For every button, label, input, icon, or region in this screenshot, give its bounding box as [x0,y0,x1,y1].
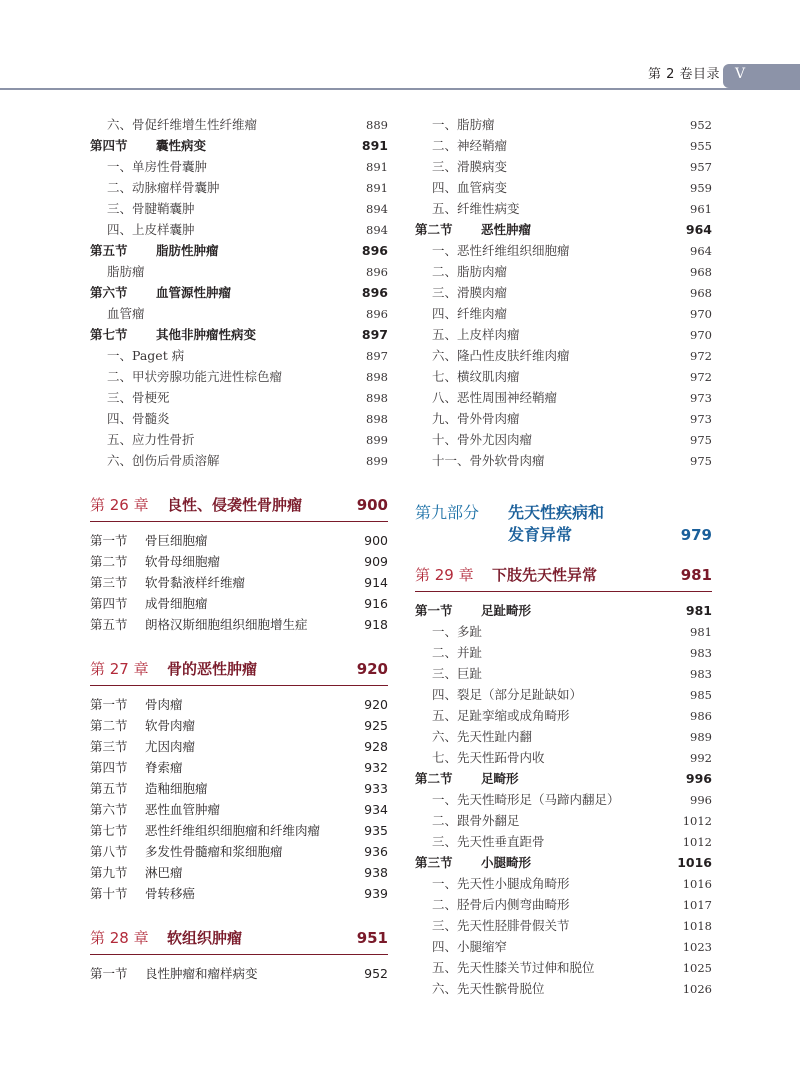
entry-page-number: 983 [690,646,712,660]
toc-entry[interactable] [415,894,712,915]
entry-title: 三、骨梗死 [107,390,170,405]
toc-entry[interactable] [415,936,712,957]
chapter-page: 981 [680,566,712,584]
entry-title: 脂肪瘤 [107,264,145,279]
section-label: 第七节 [90,327,128,342]
entry-title: 一、恶性纤维组织细胞瘤 [432,243,570,258]
entry-page-number: 996 [690,793,712,807]
chapter-title: 良性、侵袭性骨肿瘤 [167,496,303,514]
entry-title: 四、骨髓炎 [107,411,170,426]
entry-page-number: 981 [690,625,712,639]
entry-page-number: 1016 [682,877,712,891]
entry-title [415,600,531,621]
entry-page-number: 989 [690,730,712,744]
entry-page-number: 972 [690,349,712,363]
toc-entry[interactable] [415,408,712,429]
entry-title: 五、上皮样肉瘤 [432,327,520,342]
entry-page-number: 1012 [682,814,712,828]
toc-entry[interactable] [415,642,712,663]
section-title: 朗格汉斯细胞组织细胞增生症 [145,617,308,632]
entry-title: 六、先天性髌骨脱位 [432,981,545,996]
entry-page-number: 935 [364,823,388,838]
entry-title [90,820,320,841]
toc-entry[interactable] [90,303,388,324]
toc-section-entry[interactable] [90,135,388,156]
section-label: 第四节 [90,760,128,775]
entry-page-number: 983 [690,667,712,681]
chapter-title: 下肢先天性异常 [492,566,598,584]
toc-entry[interactable] [415,663,712,684]
entry-page-number: 939 [364,886,388,901]
entry-title [90,963,258,984]
section-label: 第五节 [90,243,128,258]
section-label: 第二节 [90,718,128,733]
entry-page-number: 981 [685,603,712,618]
entry-page-number: 898 [366,370,388,384]
entry-page-number: 898 [366,391,388,405]
entry-page-number: 992 [690,751,712,765]
toc-section-entry[interactable] [90,841,388,862]
toc-entry[interactable] [415,810,712,831]
entry-title [90,135,206,156]
section-title: 良性肿瘤和瘤样病变 [145,966,258,981]
entry-page-number: 938 [364,865,388,880]
entry-page-number: 1017 [682,898,712,912]
entry-page-number: 896 [366,307,388,321]
toc-section-entry[interactable] [90,593,388,614]
entry-page-number: 970 [690,307,712,321]
entry-title: 四、纤维肉瘤 [432,306,508,321]
entry-page-number: 996 [685,771,712,786]
section-label: 第二节 [90,554,128,569]
chapter-27-heading[interactable] [90,655,388,686]
toc-section-entry[interactable] [90,530,388,551]
entry-page-number: 986 [690,709,712,723]
toc-section-entry[interactable] [90,883,388,904]
toc-list [90,694,388,904]
entry-title [90,715,195,736]
section-label: 第一节 [90,533,128,548]
section-title: 尤因肉瘤 [145,739,196,754]
toc-entry[interactable] [415,114,712,135]
entry-title: 一、先天性小腿成角畸形 [432,876,570,891]
entry-page-number: 952 [690,118,712,132]
section-label: 第三节 [415,855,453,870]
part-page: 979 [680,526,712,544]
entry-title [90,862,183,883]
toc-section-entry[interactable] [90,778,388,799]
section-title: 淋巴瘤 [145,865,183,880]
entry-title [90,799,220,820]
chapter-page: 951 [356,929,388,947]
toc-right-column [415,114,712,999]
entry-title [90,551,220,572]
toc-entry[interactable] [90,219,388,240]
entry-title [90,778,208,799]
toc-entry[interactable] [415,747,712,768]
chapter-title: 软组织肿瘤 [167,929,243,947]
page-header-title: 第 2 卷目录 [647,67,720,82]
toc-entry[interactable] [90,114,388,135]
entry-title: 四、裂足（部分足趾缺如） [432,687,583,702]
entry-title: 三、先天性垂直距骨 [432,834,545,849]
section-label: 第四节 [90,596,128,611]
toc-entry[interactable] [415,261,712,282]
entry-title [90,572,245,593]
entry-page-number: 894 [366,202,388,216]
entry-page-number: 925 [364,718,388,733]
entry-page-number: 889 [366,118,388,132]
header-rule [0,88,800,90]
entry-title: 二、神经鞘瘤 [432,138,508,153]
section-label: 第四节 [90,138,128,153]
entry-title: 五、先天性膝关节过伸和脱位 [432,960,595,975]
section-label: 第十节 [90,886,128,901]
chapter-title: 骨的恶性肿瘤 [167,660,258,678]
toc-entry[interactable] [415,957,712,978]
section-label: 第二节 [415,222,453,237]
entry-title: 四、上皮样囊肿 [107,222,195,237]
entry-page-number: 952 [364,966,388,981]
chapter-number: 第 28 章 [90,929,149,947]
toc-entry[interactable] [90,429,388,450]
entry-page-number: 975 [690,454,712,468]
toc-section-entry[interactable] [90,240,388,261]
entry-page-number: 957 [690,160,712,174]
entry-page-number: 1012 [682,835,712,849]
entry-title [90,614,308,635]
toc-entry[interactable] [415,684,712,705]
toc-entry[interactable] [90,450,388,471]
section-title: 小腿畸形 [481,855,532,870]
entry-page-number: 916 [364,596,388,611]
entry-title [415,852,531,873]
entry-page-number: 896 [361,243,388,258]
entry-page-number: 968 [690,265,712,279]
section-label: 第三节 [90,739,128,754]
toc-entry[interactable] [90,261,388,282]
entry-title: 十一、骨外软骨肉瘤 [432,453,545,468]
entry-title: 一、Paget 病 [107,348,185,363]
entry-page-number: 985 [690,688,712,702]
toc-entry[interactable] [415,135,712,156]
chapter-26-heading[interactable] [90,491,388,522]
entry-page-number: 1025 [682,961,712,975]
toc-entry[interactable] [415,915,712,936]
entry-page-number: 920 [364,697,388,712]
section-title: 囊性病变 [156,138,207,153]
toc-list [90,114,388,471]
toc-section-entry[interactable] [90,282,388,303]
entry-page-number: 899 [366,433,388,447]
part-9-heading[interactable] [415,501,712,551]
section-label: 第一节 [90,966,128,981]
chapter-page: 920 [356,660,388,678]
section-label: 第五节 [90,781,128,796]
section-title: 脂肪性肿瘤 [156,243,219,258]
section-label: 第二节 [415,771,453,786]
section-title: 血管源性肿瘤 [156,285,232,300]
entry-title [90,324,256,345]
section-title: 成骨细胞瘤 [145,596,208,611]
toc-entry[interactable] [415,198,712,219]
entry-page-number: 891 [366,181,388,195]
toc-entry[interactable] [415,831,712,852]
chapter-number: 第 26 章 [90,496,149,514]
toc-section-entry[interactable] [90,963,388,984]
section-label: 第六节 [90,285,128,300]
entry-title: 八、恶性周围神经鞘瘤 [432,390,558,405]
entry-page-number: 896 [361,285,388,300]
entry-page-number: 933 [364,781,388,796]
toc-section-entry[interactable] [415,852,712,873]
toc-list [90,530,388,635]
section-title: 恶性肿瘤 [481,222,532,237]
toc-entry[interactable] [415,978,712,999]
toc-list [90,963,388,984]
entry-title: 十、骨外尤因肉瘤 [432,432,533,447]
entry-title: 一、先天性畸形足（马蹄内翻足） [432,792,620,807]
entry-title: 九、骨外骨肉瘤 [432,411,520,426]
entry-title: 六、创伤后骨质溶解 [107,453,220,468]
entry-page-number: 897 [366,349,388,363]
part-label: 第九部分 [415,503,480,522]
entry-page-number: 972 [690,370,712,384]
entry-title [90,736,195,757]
toc-entry[interactable] [415,156,712,177]
section-title: 足畸形 [481,771,519,786]
toc-section-entry[interactable] [90,757,388,778]
section-label: 第八节 [90,844,128,859]
entry-title: 六、隆凸性皮肤纤维肉瘤 [432,348,570,363]
entry-page-number: 936 [364,844,388,859]
toc-entry[interactable] [415,345,712,366]
part-title-line2: 发育异常 [508,525,573,544]
part-title-line1: 先天性疾病和 [508,503,605,522]
entry-page-number: 928 [364,739,388,754]
toc-entry[interactable] [90,408,388,429]
entry-page-number: 964 [685,222,712,237]
toc-entry[interactable] [415,282,712,303]
toc-entry[interactable] [90,387,388,408]
entry-title: 二、脂肪肉瘤 [432,264,508,279]
entry-title: 五、应力性骨折 [107,432,195,447]
chapter-number: 第 29 章 [415,566,474,584]
entry-page-number: 934 [364,802,388,817]
entry-title [90,593,208,614]
entry-page-number: 955 [690,139,712,153]
toc-entry[interactable] [90,156,388,177]
entry-title: 五、足趾挛缩或成角畸形 [432,708,570,723]
toc-section-entry[interactable] [90,715,388,736]
section-title: 其他非肿瘤性病变 [156,327,257,342]
toc-entry[interactable] [415,705,712,726]
toc-entry[interactable] [90,198,388,219]
toc-entry[interactable] [415,450,712,471]
toc-section-entry[interactable] [90,572,388,593]
toc-entry[interactable] [415,366,712,387]
entry-title: 四、小腿缩窄 [432,939,508,954]
toc-entry[interactable] [415,387,712,408]
entry-page-number: 918 [364,617,388,632]
chapter-28-heading[interactable] [90,924,388,955]
section-label: 第六节 [90,802,128,817]
toc-section-entry[interactable] [90,614,388,635]
entry-title [90,530,208,551]
entry-title [90,883,195,904]
section-title: 恶性纤维组织细胞瘤和纤维肉瘤 [145,823,321,838]
entry-title [90,240,219,261]
toc-entry[interactable] [415,789,712,810]
entry-page-number: 932 [364,760,388,775]
toc-section-entry[interactable] [90,736,388,757]
entry-title: 七、先天性跖骨内收 [432,750,545,765]
entry-page-number: 891 [361,138,388,153]
toc-entry[interactable] [90,177,388,198]
toc-left-column [90,114,388,984]
toc-entry[interactable] [90,345,388,366]
toc-entry[interactable] [415,240,712,261]
section-title: 软骨肉瘤 [145,718,196,733]
toc-section-entry[interactable] [415,600,712,621]
entry-page-number: 973 [690,412,712,426]
entry-page-number: 1018 [682,919,712,933]
toc-section-entry[interactable] [90,551,388,572]
entry-title: 三、巨趾 [432,666,483,681]
entry-title: 三、骨腱鞘囊肿 [107,201,195,216]
chapter-number: 第 27 章 [90,660,149,678]
section-title: 骨肉瘤 [145,697,183,712]
page-roman-numeral: V [735,66,746,82]
entry-title: 二、甲状旁腺功能亢进性棕色瘤 [107,369,283,384]
toc-section-entry[interactable] [415,768,712,789]
section-label: 第七节 [90,823,128,838]
entry-title: 四、血管病变 [432,180,508,195]
entry-title: 三、滑膜肉瘤 [432,285,508,300]
section-title: 软骨黏液样纤维瘤 [145,575,246,590]
entry-page-number: 900 [364,533,388,548]
toc-entry[interactable] [415,177,712,198]
toc-section-entry[interactable] [415,219,712,240]
entry-title: 二、动脉瘤样骨囊肿 [107,180,220,195]
entry-title: 五、纤维性病变 [432,201,520,216]
toc-entry[interactable] [415,429,712,450]
toc-entry[interactable] [415,303,712,324]
toc-entry[interactable] [415,726,712,747]
entry-title: 三、滑膜病变 [432,159,508,174]
section-label: 第九节 [90,865,128,880]
entry-page-number: 964 [690,244,712,258]
entry-title: 一、脂肪瘤 [432,117,495,132]
entry-title: 三、先天性胫腓骨假关节 [432,918,570,933]
entry-page-number: 891 [366,160,388,174]
entry-page-number: 899 [366,454,388,468]
entry-page-number: 914 [364,575,388,590]
entry-page-number: 973 [690,391,712,405]
toc-section-entry[interactable] [90,324,388,345]
chapter-page: 900 [356,496,388,514]
toc-entry[interactable] [415,324,712,345]
toc-list [415,600,712,999]
entry-title: 血管瘤 [107,306,145,321]
entry-page-number: 959 [690,181,712,195]
entry-page-number: 897 [361,327,388,342]
toc-list [415,114,712,471]
toc-entry[interactable] [415,621,712,642]
entry-page-number: 1026 [682,982,712,996]
toc-section-entry[interactable] [90,799,388,820]
entry-page-number: 909 [364,554,388,569]
toc-section-entry[interactable] [90,862,388,883]
entry-title [90,282,231,303]
section-label: 第五节 [90,617,128,632]
entry-title: 一、单房性骨囊肿 [107,159,208,174]
entry-title [415,219,531,240]
entry-page-number: 898 [366,412,388,426]
entry-title [415,768,519,789]
section-title: 多发性骨髓瘤和浆细胞瘤 [145,844,283,859]
section-title: 脊索瘤 [145,760,183,775]
entry-page-number: 970 [690,328,712,342]
section-title: 造釉细胞瘤 [145,781,208,796]
chapter-29-heading[interactable] [415,561,712,592]
entry-page-number: 975 [690,433,712,447]
section-title: 软骨母细胞瘤 [145,554,221,569]
section-title: 骨巨细胞瘤 [145,533,208,548]
toc-entry[interactable] [415,873,712,894]
section-label: 第一节 [90,697,128,712]
section-title: 足趾畸形 [481,603,532,618]
entry-title: 二、胫骨后内侧弯曲畸形 [432,897,570,912]
toc-section-entry[interactable] [90,820,388,841]
entry-page-number: 1016 [677,855,712,870]
toc-entry[interactable] [90,366,388,387]
section-label: 第三节 [90,575,128,590]
entry-title: 一、多趾 [432,624,483,639]
entry-title: 六、先天性趾内翻 [432,729,533,744]
entry-title: 六、骨促纤维增生性纤维瘤 [107,117,258,132]
entry-page-number: 961 [690,202,712,216]
entry-title: 二、跟骨外翻足 [432,813,520,828]
section-title: 骨转移癌 [145,886,196,901]
entry-title: 二、并趾 [432,645,483,660]
entry-page-number: 1023 [682,940,712,954]
section-title: 恶性血管肿瘤 [145,802,221,817]
entry-title [90,694,183,715]
entry-page-number: 896 [366,265,388,279]
section-label: 第一节 [415,603,453,618]
entry-title [90,757,183,778]
entry-page-number: 894 [366,223,388,237]
entry-title [90,841,283,862]
entry-title: 七、横纹肌肉瘤 [432,369,520,384]
header-page-tab [723,64,800,88]
toc-section-entry[interactable] [90,694,388,715]
entry-page-number: 968 [690,286,712,300]
